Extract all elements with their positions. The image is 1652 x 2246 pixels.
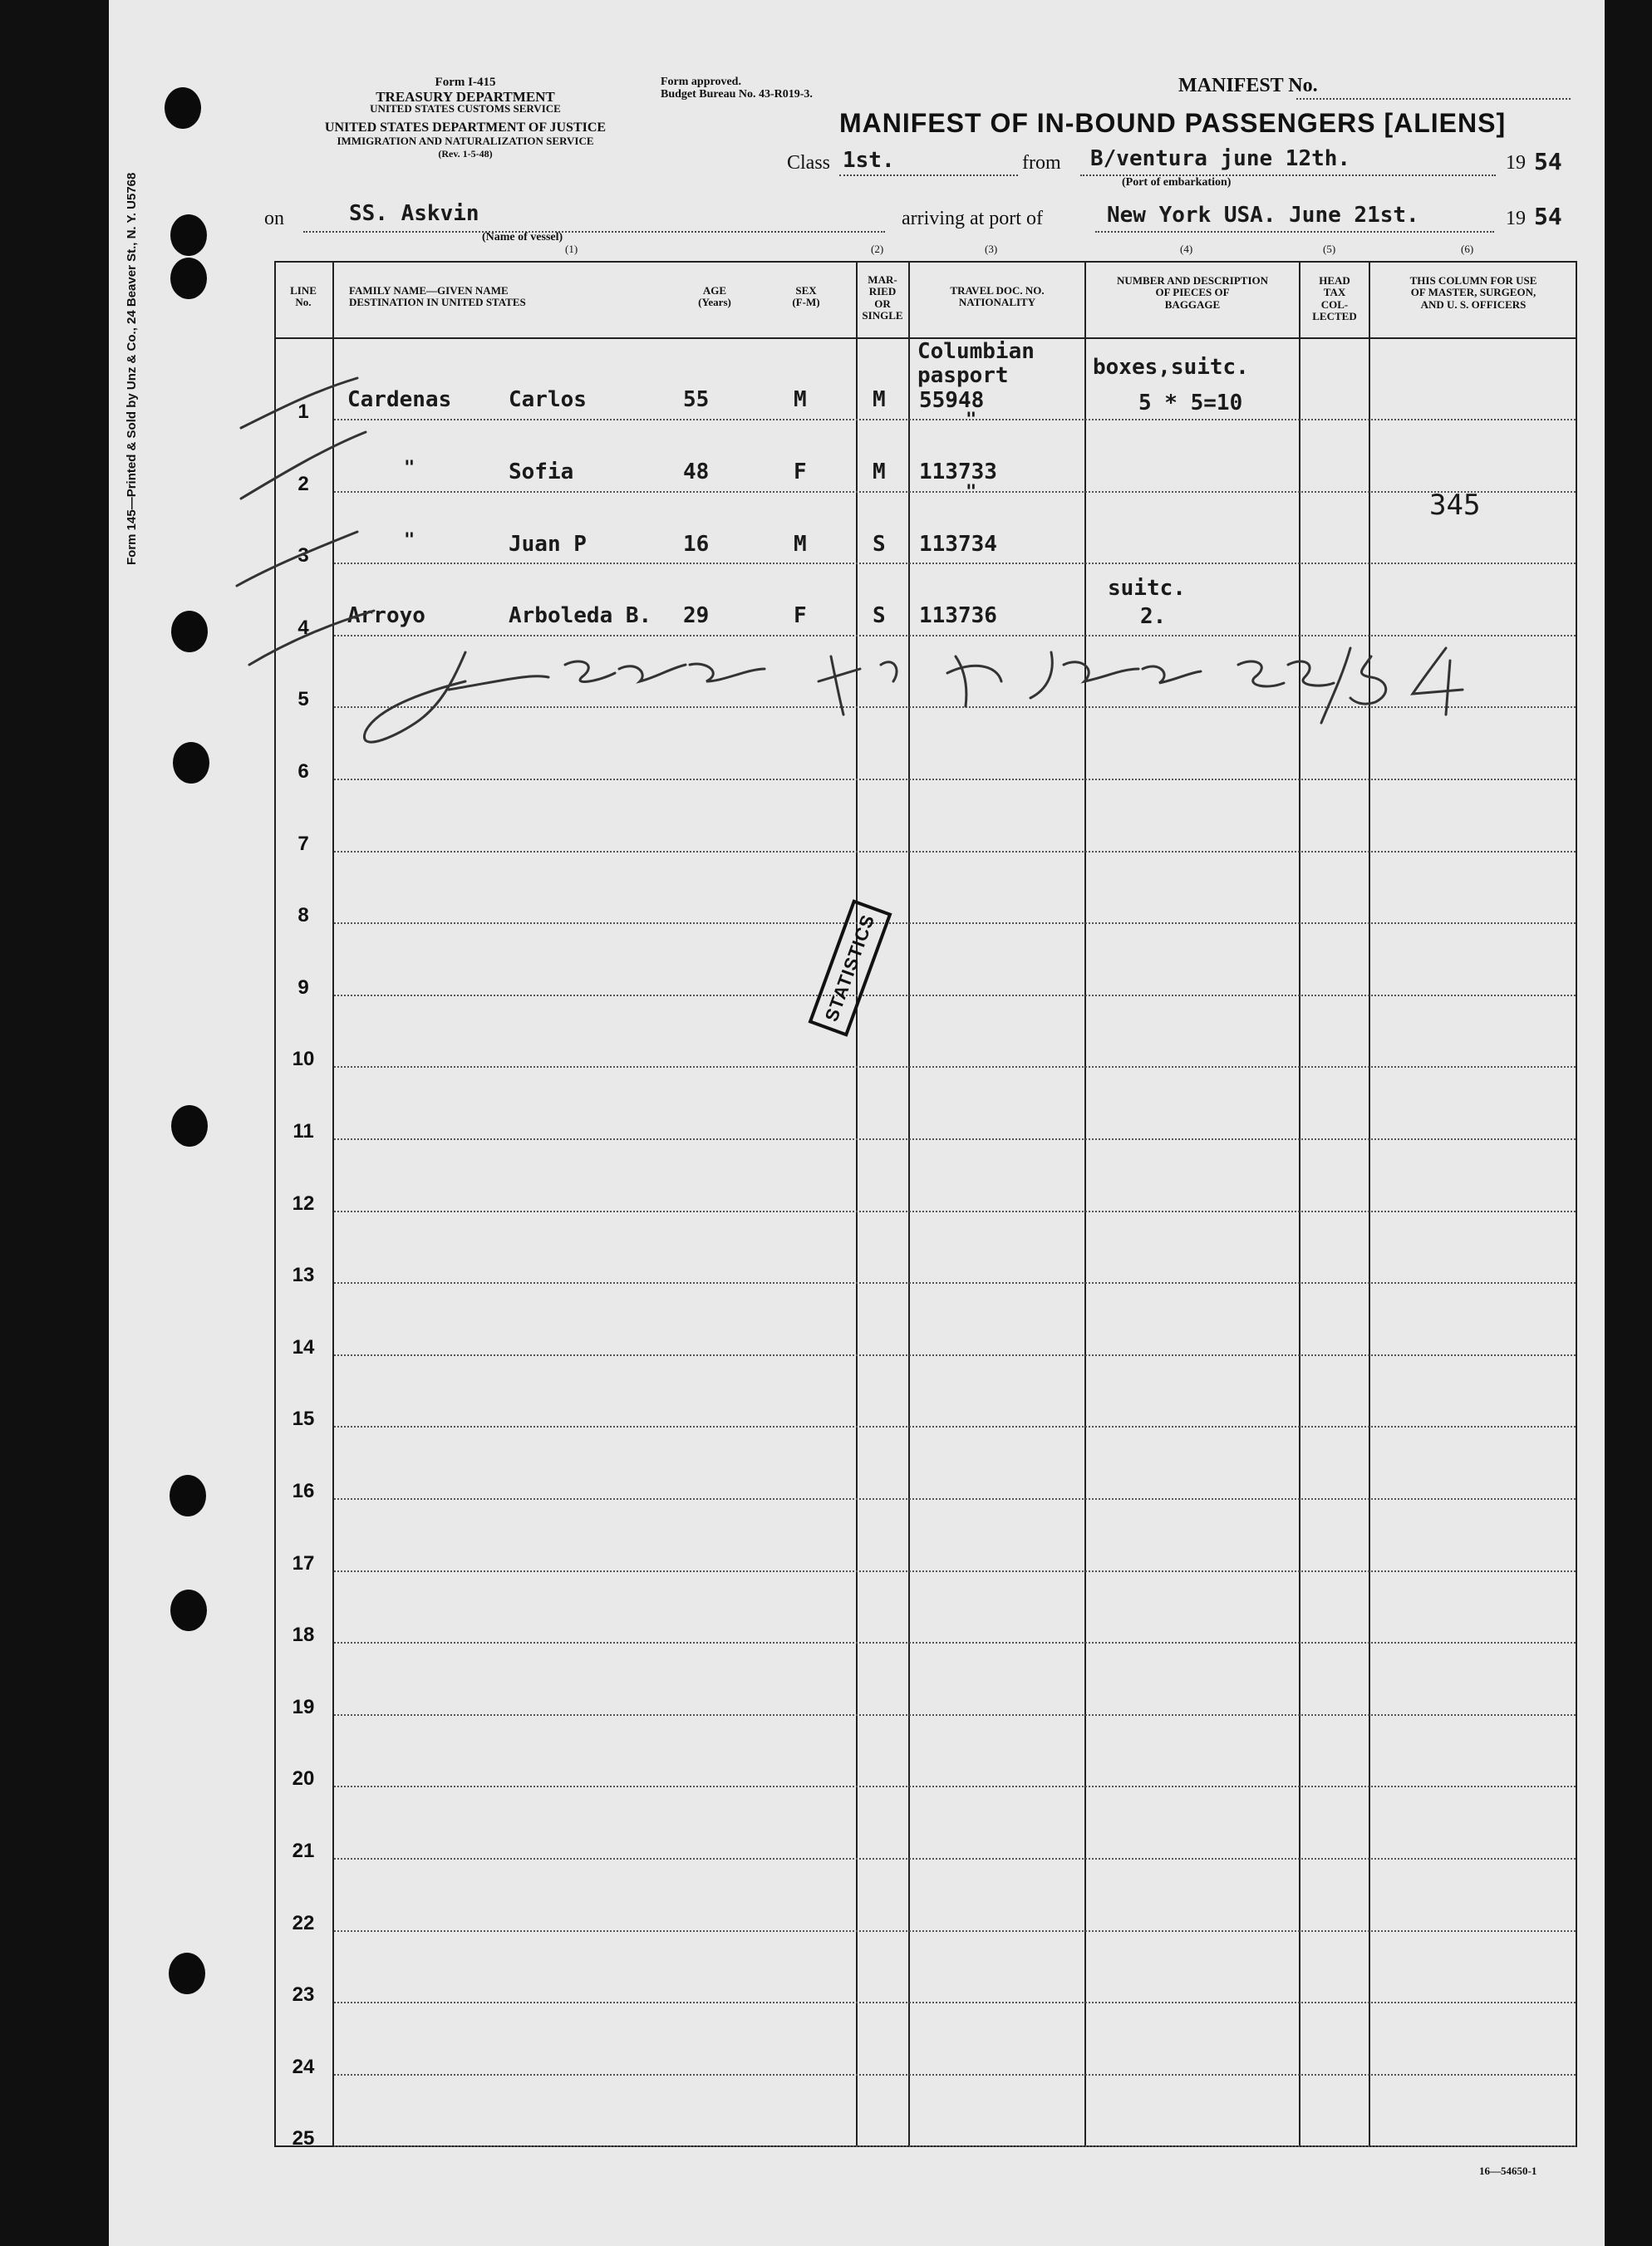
row-4-given: Arboleda B.	[509, 603, 652, 628]
line-number: 17	[292, 1552, 315, 1575]
line-number: 1	[297, 401, 309, 423]
from-value: B/ventura june 12th.	[1090, 146, 1351, 171]
entry-row-line	[334, 2002, 1576, 2003]
column-number: (5)	[1323, 243, 1336, 255]
row-3-family: "	[404, 530, 415, 551]
from-label: from	[1022, 152, 1061, 174]
document-type: pasport	[917, 363, 1009, 388]
port-line	[1095, 231, 1494, 233]
vessel-name: SS. Askvin	[349, 201, 479, 226]
justice-department: UNITED STATES DEPARTMENT OF JUSTICE	[324, 120, 607, 135]
row-3-marital: S	[873, 532, 886, 557]
row-1-sex: M	[794, 387, 807, 412]
column-number: (6)	[1461, 243, 1474, 255]
officer-note: 345	[1429, 489, 1481, 522]
row-1-age: 55	[683, 387, 710, 412]
col-divider	[332, 261, 334, 2147]
vessel-column-number: (1)	[565, 243, 578, 255]
row-1-baggage: 5 * 5=10	[1138, 391, 1243, 415]
header-line-no: LINE No.	[290, 284, 317, 309]
arrival-port: New York USA. June 21st.	[1107, 203, 1419, 228]
line-number: 25	[292, 2127, 315, 2150]
entry-row-line	[334, 1066, 1576, 1068]
entry-row-line	[334, 706, 1576, 708]
line-number: 14	[292, 1336, 315, 1359]
row-2-marital: M	[873, 460, 886, 484]
row-2-family: "	[404, 458, 415, 479]
line-number: 10	[292, 1048, 315, 1070]
line-number: 2	[297, 473, 309, 495]
row-3-age: 16	[683, 532, 710, 557]
entry-row-line	[334, 1211, 1576, 1212]
row-4-doc: 113736	[919, 603, 997, 628]
entry-row-line	[334, 1426, 1576, 1428]
footer-code: 16—54650-1	[1479, 2165, 1537, 2177]
baggage-description: suitc.	[1108, 576, 1186, 601]
nationality: Columbian	[917, 339, 1035, 364]
line-number: 11	[293, 1120, 314, 1143]
header-age: AGE (Years)	[698, 284, 731, 309]
line-number: 22	[292, 1912, 315, 1934]
year-arrive: 54	[1534, 203, 1562, 230]
line-number: 18	[292, 1624, 315, 1646]
entry-row-line	[334, 1138, 1576, 1140]
binder-hole	[170, 214, 207, 256]
header-officers: THIS COLUMN FOR USE OF MASTER, SURGEON, AND U. S. OFFICERS	[1409, 274, 1537, 311]
row-1-doc: 55948	[919, 388, 985, 413]
col-divider	[856, 261, 858, 2147]
entry-row-line	[334, 563, 1576, 564]
binder-hole	[171, 1105, 208, 1147]
revision-date: (Rev. 1-5-48)	[438, 148, 493, 160]
entry-row-line	[334, 1642, 1576, 1644]
row-4-baggage: 2.	[1140, 604, 1167, 629]
statistics-stamp: STATISTICS	[808, 899, 892, 1037]
col-divider	[1084, 261, 1086, 2147]
entry-row-line	[334, 1282, 1576, 1284]
header-travel-doc: TRAVEL DOC. NO. NATIONALITY	[950, 284, 1045, 309]
row-2-sex: F	[794, 460, 807, 484]
header-name: FAMILY NAME—GIVEN NAME DESTINATION IN UNITED STATES	[349, 284, 526, 309]
row-2-age: 48	[683, 460, 710, 484]
col-divider	[1369, 261, 1370, 2147]
line-number: 3	[297, 544, 309, 567]
header-married: MAR- RIED OR SINGLE	[862, 273, 903, 322]
line-number: 7	[297, 833, 309, 855]
ditto-mark: "	[966, 410, 977, 430]
binder-hole	[165, 87, 201, 129]
row-3-doc: 113734	[919, 532, 997, 557]
year-prefix-from: 19	[1506, 152, 1526, 174]
line-number: 4	[297, 617, 309, 639]
col-divider	[1299, 261, 1300, 2147]
entry-row-line	[334, 1930, 1576, 1932]
entry-row-line	[334, 1858, 1576, 1860]
vessel-line	[303, 231, 885, 233]
column-number: (2)	[871, 243, 884, 255]
line-number: 13	[292, 1264, 315, 1286]
line-number: 6	[297, 760, 309, 783]
row-4-marital: S	[873, 603, 886, 628]
baggage-description: boxes,suitc.	[1093, 355, 1249, 380]
ins-name: IMMIGRATION AND NATURALIZATION SERVICE	[337, 135, 594, 147]
line-number: 20	[292, 1767, 315, 1790]
row-4-family: Arroyo	[347, 603, 425, 628]
class-value: 1st.	[843, 148, 895, 173]
arriving-label: arriving at port of	[902, 208, 1043, 229]
row-1-family: Cardenas	[347, 387, 452, 412]
binder-hole	[170, 1475, 206, 1516]
year-prefix-arrive: 19	[1506, 208, 1526, 229]
line-number: 5	[297, 688, 309, 710]
header-sex: SEX (F-M)	[792, 284, 820, 309]
entry-row-line	[334, 1786, 1576, 1787]
row-2-given: Sofia	[509, 460, 574, 484]
entry-row-line	[334, 1354, 1576, 1356]
manifest-number-line	[1296, 98, 1571, 100]
manifest-number-label: MANIFEST No.	[1178, 75, 1318, 96]
binder-hole	[173, 742, 209, 784]
line-number: 8	[297, 904, 309, 926]
row-2-doc: 113733	[919, 460, 997, 484]
form-approved: Form approved.	[661, 76, 741, 88]
line-number: 23	[292, 1983, 315, 2006]
entry-row-line	[334, 635, 1576, 636]
line-number: 9	[297, 976, 309, 999]
row-3-sex: M	[794, 532, 807, 557]
line-number: 21	[292, 1840, 315, 1862]
binder-hole	[169, 1953, 205, 1994]
manifest-title: MANIFEST OF IN-BOUND PASSENGERS [ALIENS]	[839, 108, 1507, 138]
entry-row-line	[334, 491, 1576, 493]
entry-row-line	[334, 2145, 1576, 2147]
budget-number: Budget Bureau No. 43-R019-3.	[661, 88, 813, 101]
column-number: (3)	[985, 243, 998, 255]
row-4-sex: F	[794, 603, 807, 628]
line-number: 15	[292, 1408, 315, 1430]
customs-service: UNITED STATES CUSTOMS SERVICE	[370, 102, 561, 115]
binder-hole	[170, 258, 207, 299]
ditto-mark: "	[966, 482, 977, 503]
header-baggage: NUMBER AND DESCRIPTION OF PIECES OF BAGGAGE	[1116, 274, 1269, 311]
entry-row-line	[334, 419, 1576, 420]
col-divider	[908, 261, 910, 2147]
printer-imprint: Form 145—Printed & Sold by Unz & Co., 24 Beaver St., N. Y. U5768	[125, 172, 139, 565]
entry-row-line	[334, 922, 1576, 924]
embarkation-caption: (Port of embarkation)	[1122, 176, 1232, 189]
class-line	[839, 174, 1018, 176]
line-number: 12	[292, 1192, 315, 1215]
binder-hole	[170, 1590, 207, 1631]
line-number: 19	[292, 1696, 315, 1718]
row-1-given: Carlos	[509, 387, 587, 412]
entry-row-line	[334, 779, 1576, 780]
form-number: Form I-415	[435, 76, 496, 89]
entry-row-line	[334, 2074, 1576, 2076]
year-from: 54	[1534, 148, 1562, 175]
department-name: TREASURY DEPARTMENT	[376, 89, 555, 105]
column-number: (4)	[1180, 243, 1193, 255]
line-number: 16	[292, 1480, 315, 1502]
entry-row-line	[334, 1570, 1576, 1572]
row-4-age: 29	[683, 603, 710, 628]
header-head-tax: HEAD TAX COL- LECTED	[1312, 274, 1357, 322]
entry-row-line	[334, 1498, 1576, 1500]
entry-row-line	[334, 1714, 1576, 1716]
row-3-given: Juan P	[509, 532, 587, 557]
vessel-caption: (Name of vessel)	[482, 231, 563, 243]
line-number: 24	[292, 2056, 315, 2078]
on-label: on	[264, 208, 284, 229]
entry-row-line	[334, 995, 1576, 996]
class-label: Class	[787, 152, 831, 174]
entry-row-line	[334, 851, 1576, 853]
binder-hole	[171, 611, 208, 652]
row-1-marital: M	[873, 387, 886, 412]
